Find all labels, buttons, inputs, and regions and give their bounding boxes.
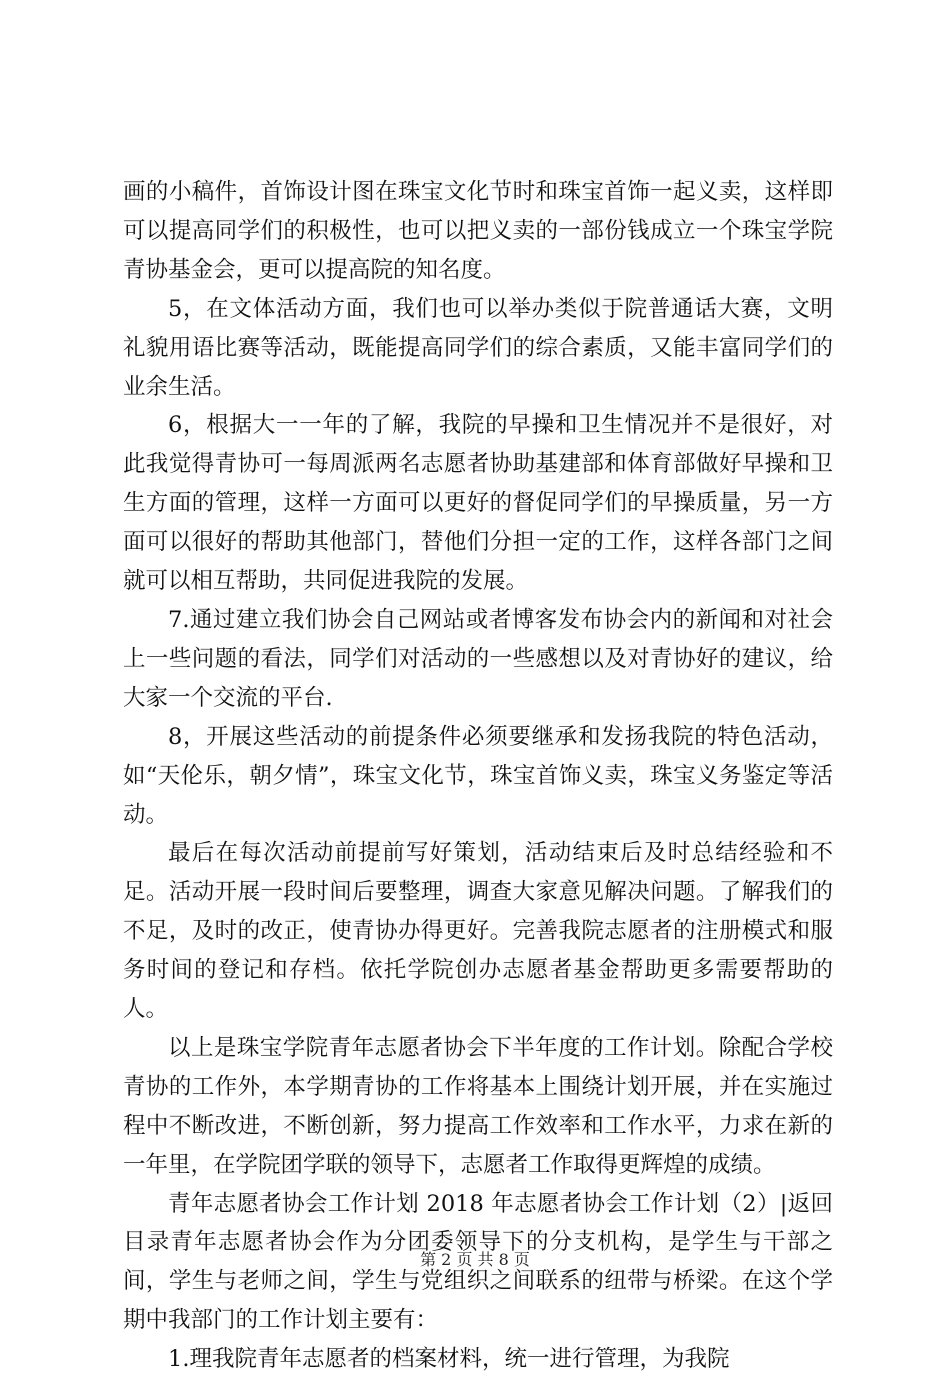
paragraph-plan-item-1: 1.理我院青年志愿者的档案材料，统一进行管理，为我院 (168, 1346, 730, 1373)
paragraph-summary: 最后在每次活动前提前写好策划，活动结束后及时总结经验和不足。活动开展一段时间后要整理，调查大家意见解决问题。了解我们的不足，及时的改正，使青协办得更好。完善我院志愿者的注册模式和服务时间的登记和存档。依托学院创办志愿者基金帮助更多需要帮助的人。 (123, 840, 833, 1023)
paragraph-item-8: 8，开展这些活动的前提条件必须要继承和发扬我院的特色活动，如“天伦乐，朝夕情”，珠宝文化节，珠宝首饰义卖，珠宝义务鉴定等活动。 (123, 723, 833, 828)
paragraph-conclusion: 以上是珠宝学院青年志愿者协会下半年度的工作计划。除配合学校青协的工作外，本学期青协的工作将基本上围绕计划开展，并在实施过程中不断改进，不断创新，努力提高工作效率和工作水平，力求在新的一年里，在学院团学联的领导下，志愿者工作取得更辉煌的成绩。 (123, 1034, 833, 1178)
paragraph-section-heading: 青年志愿者协会工作计划 2018 年志愿者协会工作计划（2）|返回目录青年志愿者协会作为分团委领导下的分支机构，是学生与干部之间，学生与老师之间，学生与党组织之间联系的纽带与桥梁。在这个学期中我部门的工作计划主要有： (123, 1190, 833, 1334)
paragraph-item-6: 6，根据大一一年的了解，我院的早操和卫生情况并不是很好，对此我觉得青协可一每周派两名志愿者协助基建部和体育部做好早操和卫生方面的管理，这样一方面可以更好的督促同学们的早操质量，另一方面可以很好的帮助其他部门，替他们分担一定的工作，这样各部门之间就可以相互帮助，共同促进我院的发展。 (123, 412, 833, 595)
paragraph-continuation: 画的小稿件，首饰设计图在珠宝文化节时和珠宝首饰一起义卖，这样即可以提高同学们的积极性，也可以把义卖的一部份钱成立一个珠宝学院青协基金会，更可以提高院的知名度。 (123, 179, 833, 283)
paragraph-item-7: 7.通过建立我们协会自己网站或者博客发布协会内的新闻和对社会上一些问题的看法，同学们对活动的一些感想以及对青协好的建议，给大家一个交流的平台. (123, 606, 833, 711)
page-footer: 第 2 页 共 8 页 (420, 1250, 530, 1269)
paragraph-item-5: 5，在文体活动方面，我们也可以举办类似于院普通话大赛，文明礼貌用语比赛等活动，既能提高同学们的综合素质，又能丰富同学们的业余生活。 (123, 295, 833, 400)
document-body (123, 173, 833, 1379)
